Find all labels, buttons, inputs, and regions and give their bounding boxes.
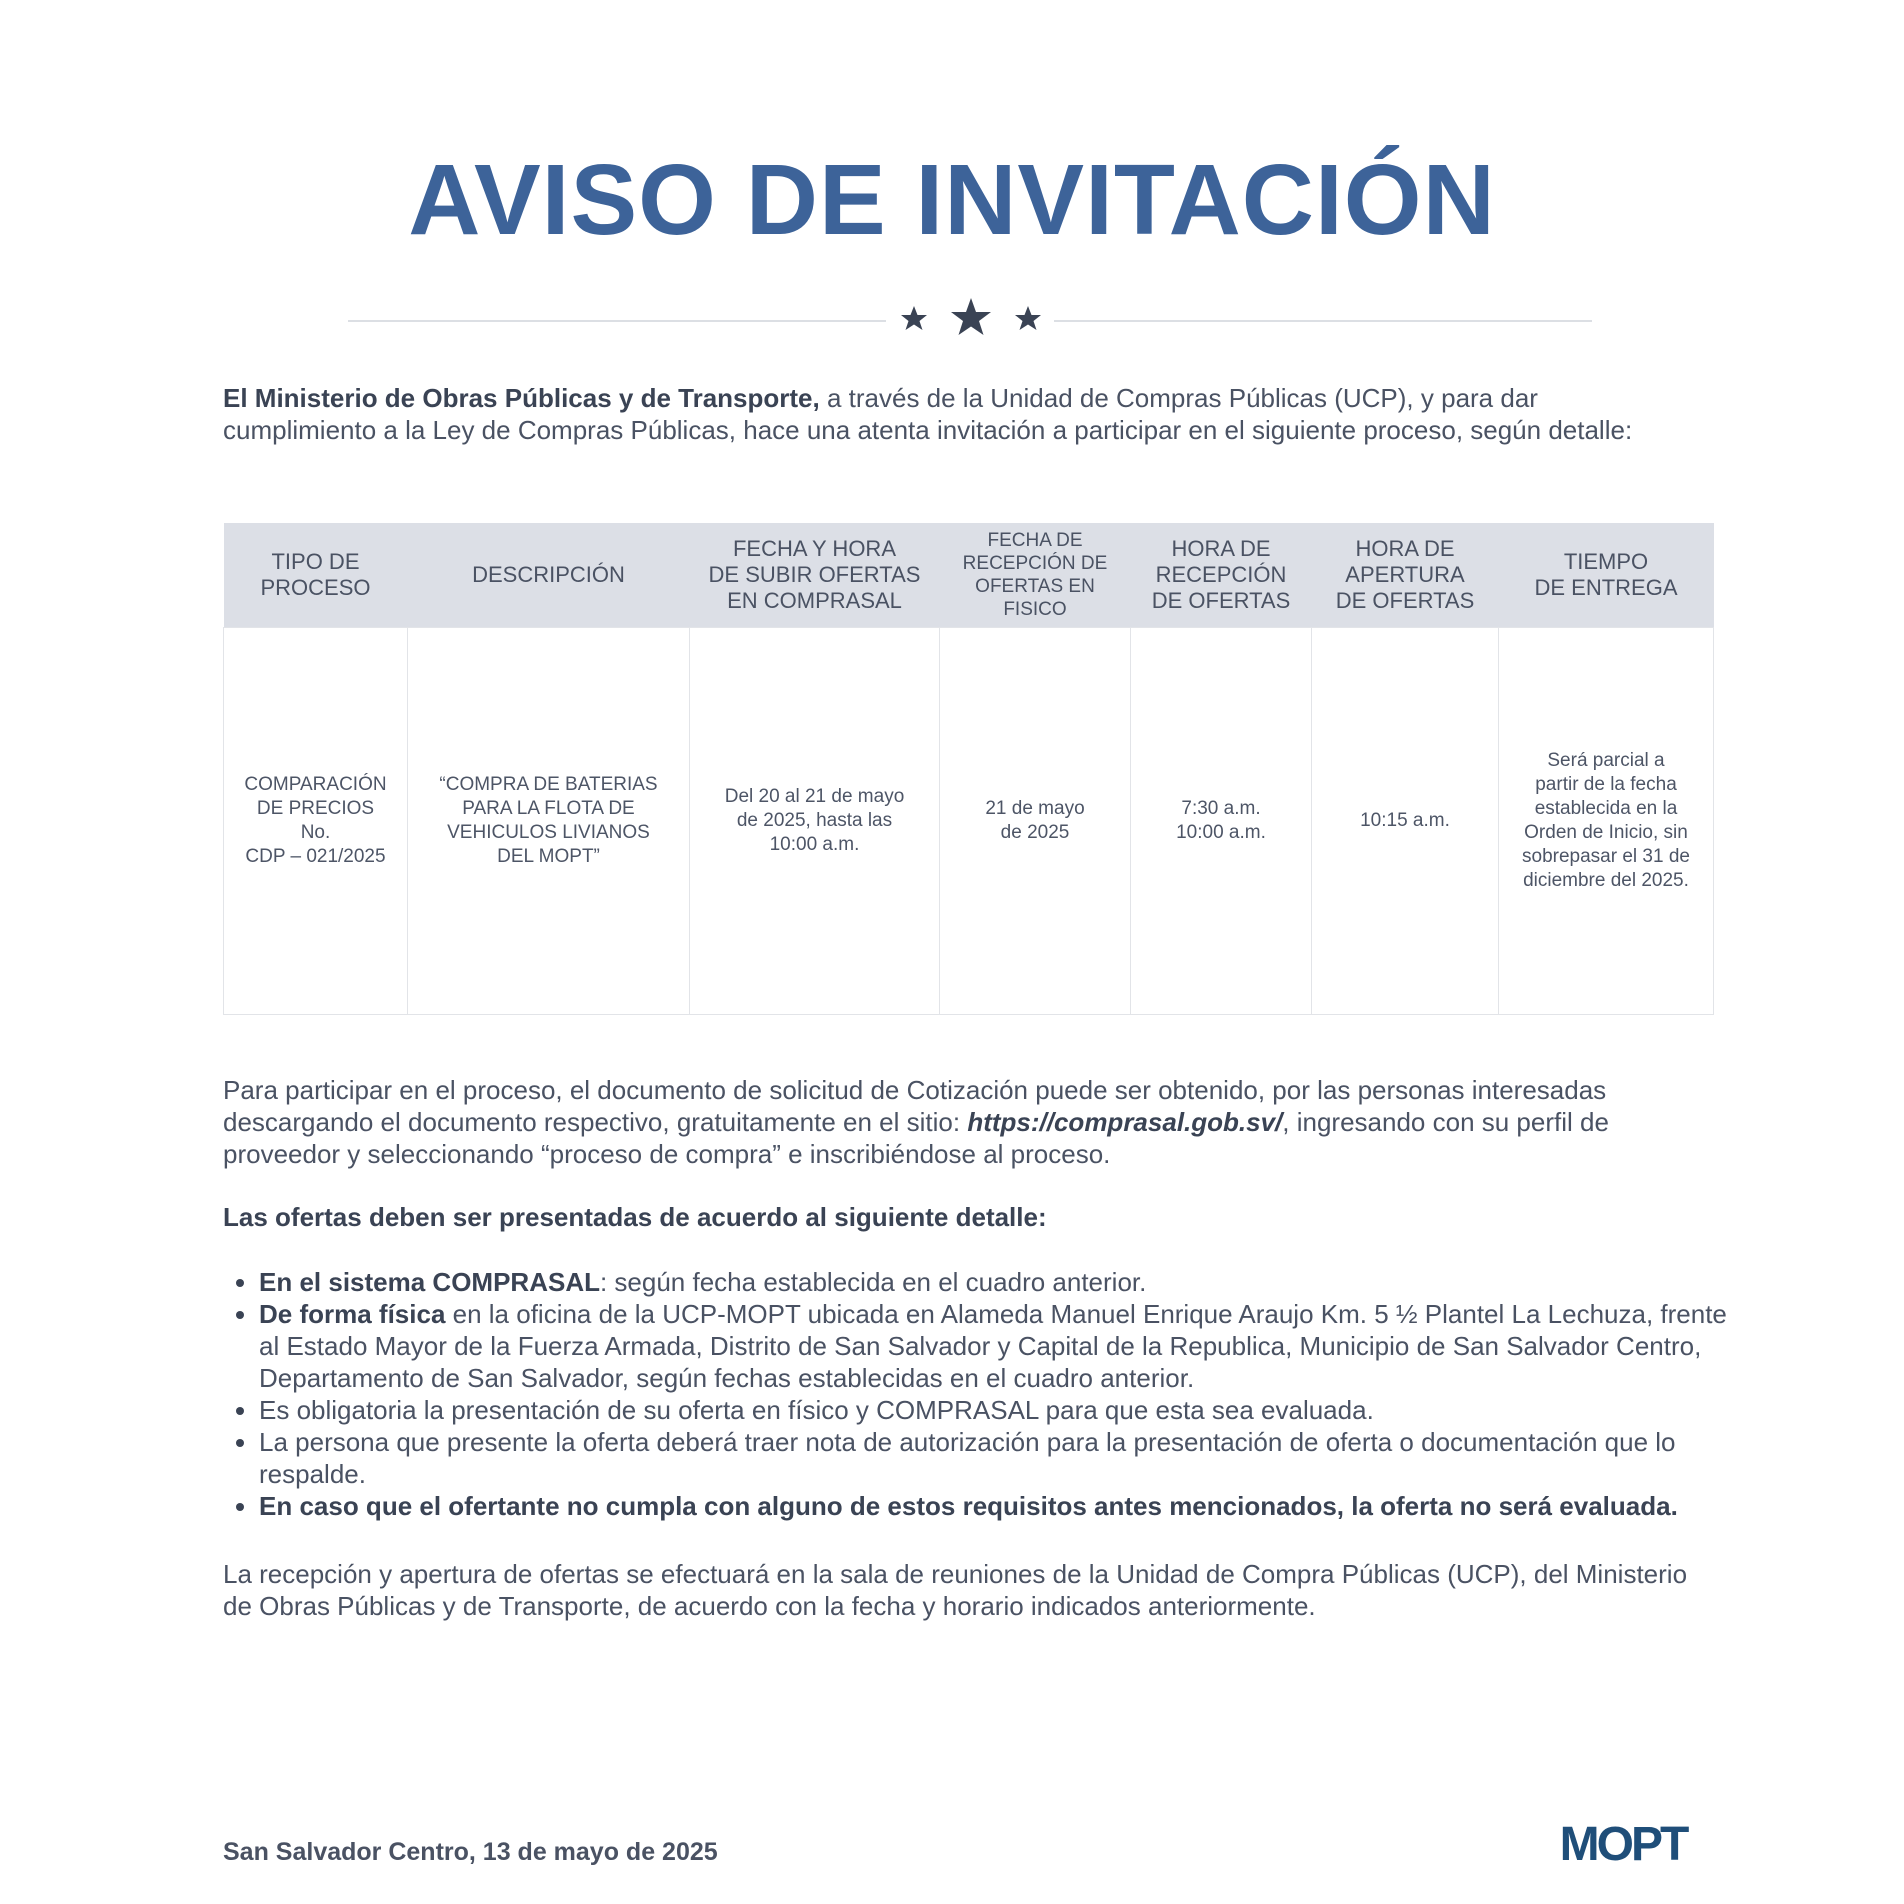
cell-hora-apertura: 10:15 a.m. (1312, 628, 1499, 1015)
list-item: • De forma física en la oficina de la UCP-MOPT ubicada en Alameda Manuel Enrique Araujo Km. 5 ½ Plantel La Lechuza, frente al Estado Mayor de la Fuerza Armada, Distrito de San Salvador y Capital de la Republica, Municipio de San Salvador Centro, Departamento de San Salvador, según fechas establecidas en el cuadro anterior. (259, 1298, 1739, 1394)
process-table (223, 523, 1714, 1015)
cell-fecha-recepcion-fisico: 21 de mayo de 2025 (940, 628, 1131, 1015)
divider-left (348, 320, 886, 322)
header-descripcion: DESCRIPCIÓN (408, 523, 690, 628)
header-fecha-recepcion-fisico: FECHA DE RECEPCIÓN DE OFERTAS EN FISICO (940, 523, 1131, 628)
cell-descripcion: “COMPRA DE BATERIAS PARA LA FLOTA DE VEHICULOS LIVIANOS DEL MOPT” (408, 628, 690, 1015)
header-hora-recepcion: HORA DE RECEPCIÓN DE OFERTAS (1131, 523, 1312, 628)
participation-paragraph: Para participar en el proceso, el documento de solicitud de Cotización puede ser obtenido, por las personas interesadas descargando el documento respectivo, gratuitamente en el sitio: https://comprasal.gob.sv/, ingresando con su perfil de proveedor y seleccionando “proceso de compra” e inscribiéndose al proceso. (223, 1075, 1609, 1169)
header-fecha-hora-comprasal: FECHA Y HORA DE SUBIR OFERTAS EN COMPRASAL (690, 523, 940, 628)
comprasal-link[interactable]: https://comprasal.gob.sv/ (967, 1107, 1283, 1137)
star-icon (901, 306, 927, 330)
cell-tiempo-entrega: Será parcial a partir de la fecha establecida en la Orden de Inicio, sin sobrepasar el 31 de diciembre del 2025. (1499, 628, 1714, 1015)
star-icon (1015, 306, 1041, 330)
cell-hora-recepcion: 7:30 a.m. 10:00 a.m. (1131, 628, 1312, 1015)
list-item: • En caso que el ofertante no cumpla con alguno de estos requisitos antes mencionados, la oferta no será evaluada. (259, 1490, 1739, 1522)
svg-text:MOPT: MOPT (1559, 1818, 1687, 1868)
star-icon (951, 298, 991, 335)
list-item: • En el sistema COMPRASAL: según fecha establecida en el cuadro anterior. (259, 1266, 1739, 1298)
table-row (224, 628, 1714, 1015)
header-tipo-proceso: TIPO DE PROCESO (224, 523, 408, 628)
cell-tipo-proceso: COMPARACIÓN DE PRECIOS No. CDP – 021/2025 (224, 628, 408, 1015)
closing-paragraph: La recepción y apertura de ofertas se efectuará en la sala de reuniones de la Unidad de Compra Públicas (UCP), del Ministerio de Obras Públicas y de Transporte, de acuerdo con la fecha y horario indicados anteriormente. (223, 1559, 1688, 1621)
intro-bold: El Ministerio de Obras Públicas y de Transporte, (223, 383, 820, 413)
page-title: AVISO DE INVITACIÓN (408, 144, 1496, 256)
intro-paragraph (223, 382, 1683, 446)
mopt-logo (1548, 1818, 1698, 1868)
intro-text: a través de la Unidad de Compras Públicas (UCP), y para dar cumplimiento a la Ley de Compras Públicas, hace una atenta invitación a participar en el siguiente proceso, según detalle: (223, 383, 1633, 445)
list-item: • La persona que presente la oferta deberá traer nota de autorización para la presentación de oferta o documentación que lo respalde. (259, 1426, 1739, 1490)
offers-heading: Las ofertas deben ser presentadas de acuerdo al siguiente detalle: (223, 1202, 1047, 1232)
divider-right (1054, 320, 1592, 322)
header-hora-apertura: HORA DE APERTURA DE OFERTAS (1312, 523, 1499, 628)
cell-fecha-hora-comprasal: Del 20 al 21 de mayo de 2025, hasta las 10:00 a.m. (690, 628, 940, 1015)
header-tiempo-entrega: TIEMPO DE ENTREGA (1499, 523, 1714, 628)
stars-ornament-icon (896, 292, 1046, 352)
list-item: • Es obligatoria la presentación de su oferta en físico y COMPRASAL para que esta sea evaluada. (259, 1394, 1739, 1426)
requirements-list (223, 1266, 1739, 1522)
footer-date: San Salvador Centro, 13 de mayo de 2025 (223, 1838, 718, 1866)
table-header-row (224, 523, 1714, 628)
